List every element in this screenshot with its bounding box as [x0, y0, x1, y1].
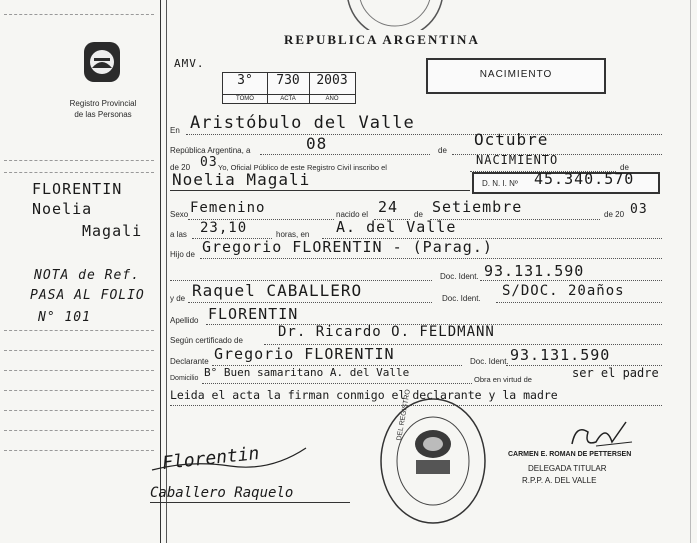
label-doc-ident: Doc. Ident.: [440, 272, 479, 281]
margin-name-2: Noelia: [32, 200, 93, 218]
label-doc-ident2: Doc. Ident.: [442, 294, 481, 303]
signature-flourish-icon: [150, 440, 310, 480]
label-dni: D. N. I. Nº: [482, 179, 518, 188]
label-segun: Según certificado de: [170, 336, 243, 345]
margin-name-3: Magali: [82, 222, 143, 240]
field-padre: Gregorio FLORENTIN - (Parag.): [202, 238, 493, 256]
dni-box: [472, 172, 660, 194]
official-name: CARMEN E. ROMAN DE PETTERSEN: [508, 451, 632, 458]
label-sexo: Sexo: [170, 210, 189, 219]
acta-cell: 730 ACTA: [267, 73, 310, 103]
ano-cell: 2003 AÑO: [309, 73, 355, 103]
registry-logo-icon: [78, 38, 126, 86]
record-number-box: [222, 72, 356, 104]
top-stamp-icon: [340, 0, 450, 30]
country-title: REPUBLICA ARGENTINA: [284, 32, 480, 47]
field-hora: 23,10: [200, 220, 248, 236]
field-apellido: FLORENTIN: [208, 305, 299, 323]
record-type: NACIMIENTO: [479, 69, 553, 80]
label-nacido: nacido el: [336, 210, 369, 219]
field-dia-nac: 24: [378, 198, 399, 216]
label-de: de: [438, 146, 447, 155]
field-ano-suffix: 03: [200, 155, 218, 170]
field-dia: 08: [306, 134, 328, 153]
label-de-20b: de 20: [604, 210, 625, 219]
field-obra: ser el padre: [572, 366, 659, 380]
label-apellido: Apellido: [170, 316, 199, 325]
registry-name: Registro Provincial de las Personas: [69, 99, 137, 119]
official-title: DELEGADA TITULAR: [528, 464, 607, 473]
field-domicilio: B° Buen samaritano A. del Valle: [204, 366, 410, 379]
label-hijo-de: Hijo de: [170, 250, 195, 259]
field-lectura: Leida el acta la firman conmigo el declarante y la madre: [170, 388, 558, 402]
label-en: En: [170, 126, 180, 135]
field-madre-doc: S/DOC. 20años: [502, 283, 625, 299]
margin-note-3: N° 101: [38, 310, 91, 325]
field-nombre: Noelia Magali: [172, 170, 311, 189]
label-obra: Obra en virtud de: [474, 375, 532, 384]
label-a-las: a las: [170, 230, 187, 239]
margin-note-1: NOTA de Ref.: [34, 268, 140, 283]
right-border: [690, 0, 691, 543]
field-lugar: Aristóbulo del Valle: [190, 113, 415, 133]
field-madre: Raquel CABALLERO: [192, 281, 363, 300]
label-doc-ident3: Doc. Ident.: [470, 357, 509, 366]
field-inscripcion: NACIMIENTO: [476, 153, 559, 167]
label-horas-en: horas, en: [276, 230, 310, 239]
field-mes-nac: Setiembre: [432, 198, 523, 216]
label-domicilio: Domicilio: [170, 375, 199, 382]
field-dni: 45.340.570: [534, 170, 635, 188]
label-declarante: Declarante: [170, 357, 209, 366]
label-de3: de: [414, 210, 423, 219]
field-ano-nac: 03: [630, 202, 648, 217]
field-sexo: Femenino: [190, 200, 266, 216]
field-declarante: Gregorio FLORENTIN: [214, 345, 395, 363]
record-type-box: [426, 58, 606, 94]
signature-declarante: Florentin: [161, 442, 261, 475]
tomo-cell: 3° TOMO: [223, 73, 268, 103]
field-lugar-nac: A. del Valle: [336, 218, 457, 236]
stamp-text: DEL REGISTRO: [396, 388, 412, 442]
label-oficial: Yo, Oficial Público de este Registro Civil inscribo el: [218, 163, 387, 172]
field-certificado: Dr. Ricardo O. FELDMANN: [278, 324, 495, 340]
official-office: R.P.P. A. DEL VALLE: [522, 476, 597, 485]
label-de-20: de 20: [170, 163, 191, 172]
field-declarante-doc: 93.131.590: [510, 346, 611, 364]
official-seal-icon: [378, 396, 488, 526]
margin-note-2: PASA AL FOLIO: [30, 288, 145, 303]
label-de2: de: [620, 163, 629, 172]
official-signature-icon: [566, 418, 636, 452]
label-y-de: y de: [170, 294, 186, 303]
signature-madre: Caballero Raquelo: [150, 485, 294, 501]
margin-name-1: FLORENTIN: [32, 180, 123, 198]
amv-label: AMV.: [174, 57, 205, 70]
label-republica: República Argentina, a: [170, 146, 251, 155]
field-padre-doc: 93.131.590: [484, 262, 585, 280]
field-mes: Octubre: [474, 130, 549, 149]
